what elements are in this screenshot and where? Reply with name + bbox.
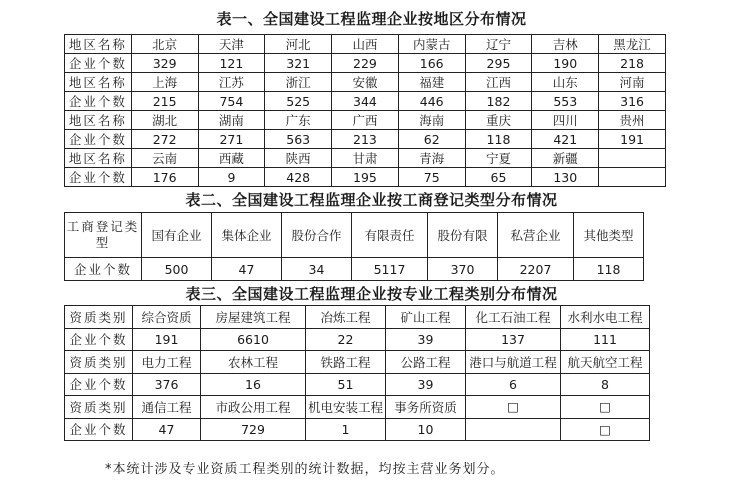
enterprise-count-cell: 218 — [599, 54, 666, 73]
table2-title: 表二、全国建设工程监理企业按工商登记类型分布情况 — [185, 191, 558, 209]
region-name-cell — [599, 149, 666, 168]
enterprise-count-cell: 729 — [201, 418, 306, 441]
specialty-type-cell: 事务所资质 — [386, 396, 466, 419]
region-name-cell: 湖北 — [131, 111, 198, 130]
region-name-cell: 广东 — [265, 111, 332, 130]
region-name-row — [65, 35, 666, 54]
specialty-type-cell: 港口与航道工程 — [466, 351, 561, 374]
enterprise-count-cell: 118 — [465, 130, 532, 149]
enterprise-count-cell: 525 — [265, 92, 332, 111]
enterprise-count-cell: 191 — [599, 130, 666, 149]
row-header-count: 企业个数 — [65, 92, 132, 111]
specialty-type-row — [65, 306, 650, 329]
region-name-cell: 贵州 — [599, 111, 666, 130]
row-header-region: 地区名称 — [65, 111, 132, 130]
specialty-count-row — [65, 418, 650, 441]
enterprise-count-cell: 65 — [465, 168, 532, 187]
specialty-type-row — [65, 396, 650, 419]
region-name-row — [65, 111, 666, 130]
region-name-cell: 黑龙江 — [599, 35, 666, 54]
row-header-count: 企业个数 — [65, 373, 133, 396]
registration-type-table — [64, 212, 644, 281]
registration-type-cell: 集体企业 — [212, 213, 282, 258]
row-header-count: 企业个数 — [65, 168, 132, 187]
enterprise-count-cell: 500 — [142, 258, 212, 281]
row-header-count: 企业个数 — [65, 130, 132, 149]
enterprise-count-cell: 62 — [398, 130, 465, 149]
enterprise-count-cell: 316 — [599, 92, 666, 111]
region-name-cell: 辽宁 — [465, 35, 532, 54]
table3-title: 表三、全国建设工程监理企业按专业工程类别分布情况 — [185, 285, 558, 303]
registration-type-cell: 有限责任 — [352, 213, 428, 258]
region-count-row — [65, 54, 666, 73]
enterprise-count-cell: 754 — [198, 92, 265, 111]
specialty-type-cell: □ — [561, 396, 650, 419]
region-name-cell: 湖南 — [198, 111, 265, 130]
enterprise-count-cell: 34 — [282, 258, 352, 281]
specialty-count-row — [65, 373, 650, 396]
enterprise-count-cell: 271 — [198, 130, 265, 149]
enterprise-count-cell: 5117 — [352, 258, 428, 281]
region-name-cell: 浙江 — [265, 73, 332, 92]
specialty-type-cell: 冶炼工程 — [306, 306, 386, 329]
row-header-type: 资质类别 — [65, 306, 133, 329]
row-header-type: 资质类别 — [65, 396, 133, 419]
region-name-cell: 甘肃 — [332, 149, 399, 168]
region-name-cell: 天津 — [198, 35, 265, 54]
table1-title: 表一、全国建设工程监理企业按地区分布情况 — [216, 10, 527, 28]
enterprise-count-cell: 176 — [131, 168, 198, 187]
region-name-cell: 内蒙古 — [398, 35, 465, 54]
region-name-cell: 陕西 — [265, 149, 332, 168]
registration-type-cell: 其他类型 — [574, 213, 644, 258]
enterprise-count-cell: 166 — [398, 54, 465, 73]
enterprise-count-cell: 376 — [133, 373, 201, 396]
region-name-cell: 山西 — [332, 35, 399, 54]
registration-count-row — [65, 258, 644, 281]
row-header-type: 工商登记类型 — [65, 213, 142, 258]
row-header-region: 地区名称 — [65, 149, 132, 168]
row-header-region: 地区名称 — [65, 73, 132, 92]
region-name-cell: 江苏 — [198, 73, 265, 92]
specialty-type-cell: 水利水电工程 — [561, 306, 650, 329]
enterprise-count-cell: 321 — [265, 54, 332, 73]
enterprise-count-cell: 2207 — [498, 258, 574, 281]
row-header-count: 企业个数 — [65, 418, 133, 441]
row-header-count: 企业个数 — [65, 258, 142, 281]
registration-type-cell: 股份合作 — [282, 213, 352, 258]
specialty-type-cell: 通信工程 — [133, 396, 201, 419]
enterprise-count-cell: 47 — [133, 418, 201, 441]
specialty-type-cell: 机电安装工程 — [306, 396, 386, 419]
row-header-region: 地区名称 — [65, 35, 132, 54]
enterprise-count-cell: 75 — [398, 168, 465, 187]
enterprise-count-cell: 215 — [131, 92, 198, 111]
enterprise-count-cell: 39 — [386, 328, 466, 351]
enterprise-count-cell: 563 — [265, 130, 332, 149]
region-name-cell: 安徽 — [332, 73, 399, 92]
enterprise-count-cell: 118 — [574, 258, 644, 281]
enterprise-count-cell: 6610 — [201, 328, 306, 351]
footnote: *本统计涉及专业资质工程类别的统计数据，均按主营业务划分。 — [105, 462, 505, 477]
region-name-cell: 上海 — [131, 73, 198, 92]
enterprise-count-cell: 195 — [332, 168, 399, 187]
enterprise-count-cell: 137 — [466, 328, 561, 351]
specialty-count-row — [65, 328, 650, 351]
enterprise-count-cell: 329 — [131, 54, 198, 73]
region-name-cell: 福建 — [398, 73, 465, 92]
region-name-cell: 宁夏 — [465, 149, 532, 168]
region-name-cell: 青海 — [398, 149, 465, 168]
specialty-type-cell: 航天航空工程 — [561, 351, 650, 374]
specialty-type-cell: 市政公用工程 — [201, 396, 306, 419]
specialty-type-cell: 铁路工程 — [306, 351, 386, 374]
region-count-row — [65, 130, 666, 149]
enterprise-count-cell: 370 — [428, 258, 498, 281]
enterprise-count-cell: 344 — [332, 92, 399, 111]
region-count-row — [65, 168, 666, 187]
enterprise-count-cell: 191 — [133, 328, 201, 351]
enterprise-count-cell: 421 — [532, 130, 599, 149]
region-name-cell: 吉林 — [532, 35, 599, 54]
row-header-type: 资质类别 — [65, 351, 133, 374]
region-name-cell: 重庆 — [465, 111, 532, 130]
region-name-cell: 广西 — [332, 111, 399, 130]
enterprise-count-cell: 272 — [131, 130, 198, 149]
specialty-type-cell: 化工石油工程 — [466, 306, 561, 329]
enterprise-count-cell: 47 — [212, 258, 282, 281]
registration-type-cell: 私营企业 — [498, 213, 574, 258]
enterprise-count-cell: 182 — [465, 92, 532, 111]
specialty-type-cell: 综合资质 — [133, 306, 201, 329]
enterprise-count-cell: □ — [561, 418, 650, 441]
enterprise-count-cell: 6 — [466, 373, 561, 396]
region-name-cell: 西藏 — [198, 149, 265, 168]
region-distribution-table — [64, 34, 666, 187]
enterprise-count-cell: 446 — [398, 92, 465, 111]
specialty-type-cell: 农林工程 — [201, 351, 306, 374]
specialty-type-row — [65, 351, 650, 374]
enterprise-count-cell: 428 — [265, 168, 332, 187]
row-header-count: 企业个数 — [65, 54, 132, 73]
specialty-type-cell: 房屋建筑工程 — [201, 306, 306, 329]
specialty-type-cell: 矿山工程 — [386, 306, 466, 329]
region-name-cell: 河北 — [265, 35, 332, 54]
region-name-cell: 新疆 — [532, 149, 599, 168]
region-name-cell: 北京 — [131, 35, 198, 54]
enterprise-count-cell: 213 — [332, 130, 399, 149]
enterprise-count-cell: 111 — [561, 328, 650, 351]
enterprise-count-cell: 8 — [561, 373, 650, 396]
region-name-cell: 山东 — [532, 73, 599, 92]
region-name-row — [65, 73, 666, 92]
enterprise-count-cell: 16 — [201, 373, 306, 396]
enterprise-count-cell: 51 — [306, 373, 386, 396]
enterprise-count-cell: 121 — [198, 54, 265, 73]
region-name-row — [65, 149, 666, 168]
specialty-type-cell: □ — [466, 396, 561, 419]
enterprise-count-cell: 553 — [532, 92, 599, 111]
registration-type-row — [65, 213, 644, 258]
enterprise-count-cell: 130 — [532, 168, 599, 187]
registration-type-cell: 国有企业 — [142, 213, 212, 258]
enterprise-count-cell: 190 — [532, 54, 599, 73]
specialty-type-cell: 电力工程 — [133, 351, 201, 374]
enterprise-count-cell: 10 — [386, 418, 466, 441]
region-count-row — [65, 92, 666, 111]
registration-type-cell: 股份有限 — [428, 213, 498, 258]
enterprise-count-cell: 1 — [306, 418, 386, 441]
enterprise-count-cell — [466, 418, 561, 441]
enterprise-count-cell: 229 — [332, 54, 399, 73]
region-name-cell: 云南 — [131, 149, 198, 168]
specialty-type-cell: 公路工程 — [386, 351, 466, 374]
region-name-cell: 海南 — [398, 111, 465, 130]
region-name-cell: 江西 — [465, 73, 532, 92]
region-name-cell: 河南 — [599, 73, 666, 92]
specialty-category-table — [64, 305, 650, 441]
enterprise-count-cell: 22 — [306, 328, 386, 351]
row-header-count: 企业个数 — [65, 328, 133, 351]
enterprise-count-cell: 9 — [198, 168, 265, 187]
region-name-cell: 四川 — [532, 111, 599, 130]
enterprise-count-cell: 295 — [465, 54, 532, 73]
enterprise-count-cell — [599, 168, 666, 187]
enterprise-count-cell: 39 — [386, 373, 466, 396]
